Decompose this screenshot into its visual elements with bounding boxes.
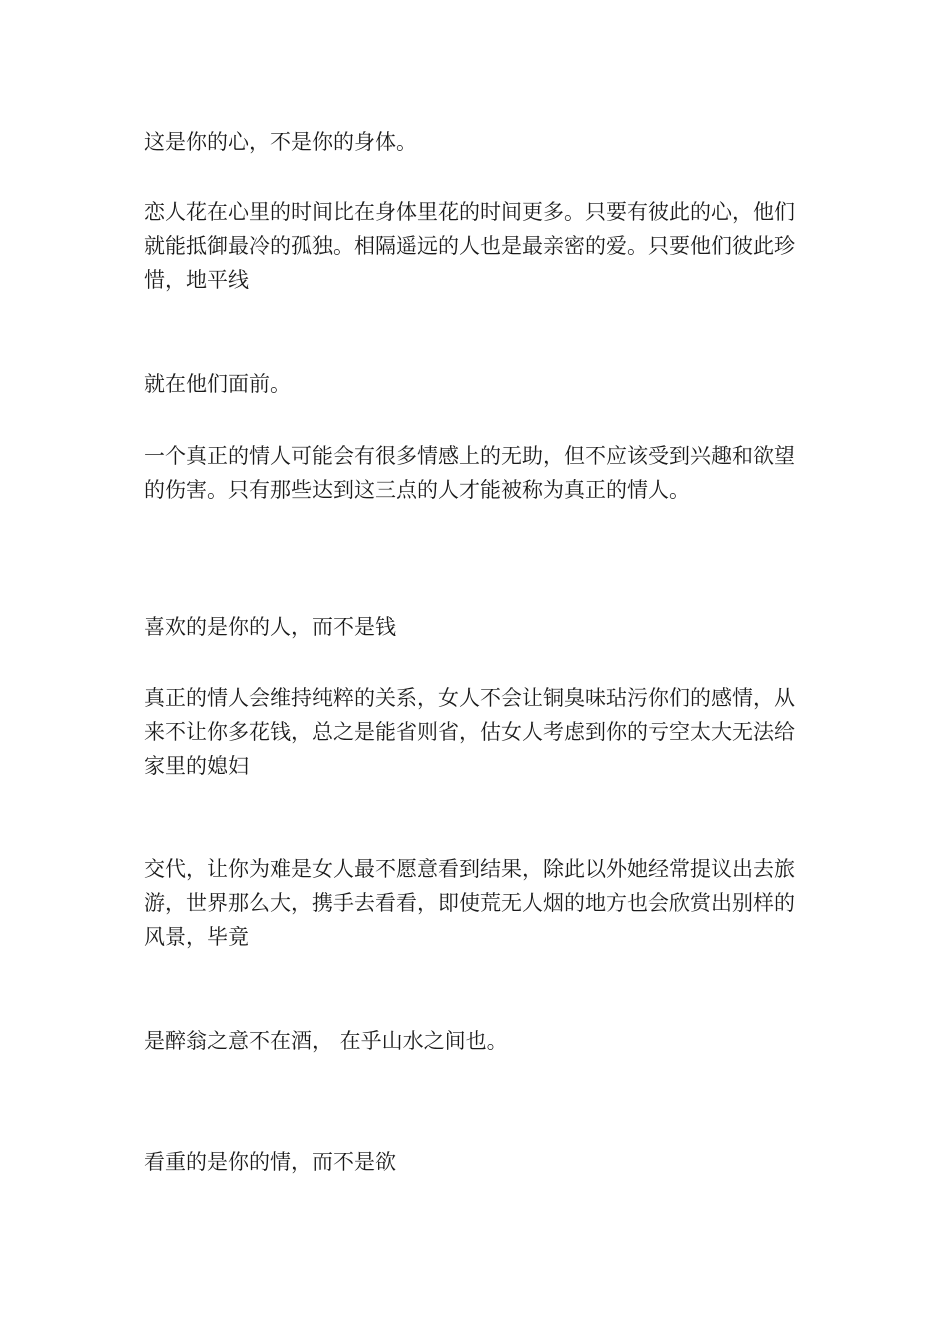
paragraph-4: 一个真正的情人可能会有很多情感上的无助，但不应该受到兴趣和欲望的伤害。只有那些达到这三点的人才能被称为真正的情人。 xyxy=(144,444,795,502)
section-heading-2: 看重的是你的情，而不是欲 xyxy=(144,1150,396,1174)
section-heading-1: 喜欢的是你的人，而不是钱 xyxy=(144,615,396,639)
paragraph-2: 恋人花在心里的时间比在身体里花的时间更多。只要有彼此的心，他们就能抵御最冷的孤独。相隔遥远的人也是最亲密的爱。只要他们彼此珍惜，地平线 xyxy=(144,200,795,292)
paragraph-5: 真正的情人会维持纯粹的关系，女人不会让铜臭味玷污你们的感情，从来不让你多花钱，总之是能省则省，估女人考虑到你的亏空太大无法给家里的媳妇 xyxy=(144,686,795,778)
paragraph-6: 交代，让你为难是女人最不愿意看到结果，除此以外她经常提议出去旅游，世界那么大，携手去看看，即使荒无人烟的地方也会欣赏出别样的风景，毕竟 xyxy=(144,857,795,949)
paragraph-7: 是醉翁之意不在酒， 在乎山水之间也。 xyxy=(144,1029,508,1053)
paragraph-1: 这是你的心，不是你的身体。 xyxy=(144,130,417,154)
paragraph-3: 就在他们面前。 xyxy=(144,372,291,396)
